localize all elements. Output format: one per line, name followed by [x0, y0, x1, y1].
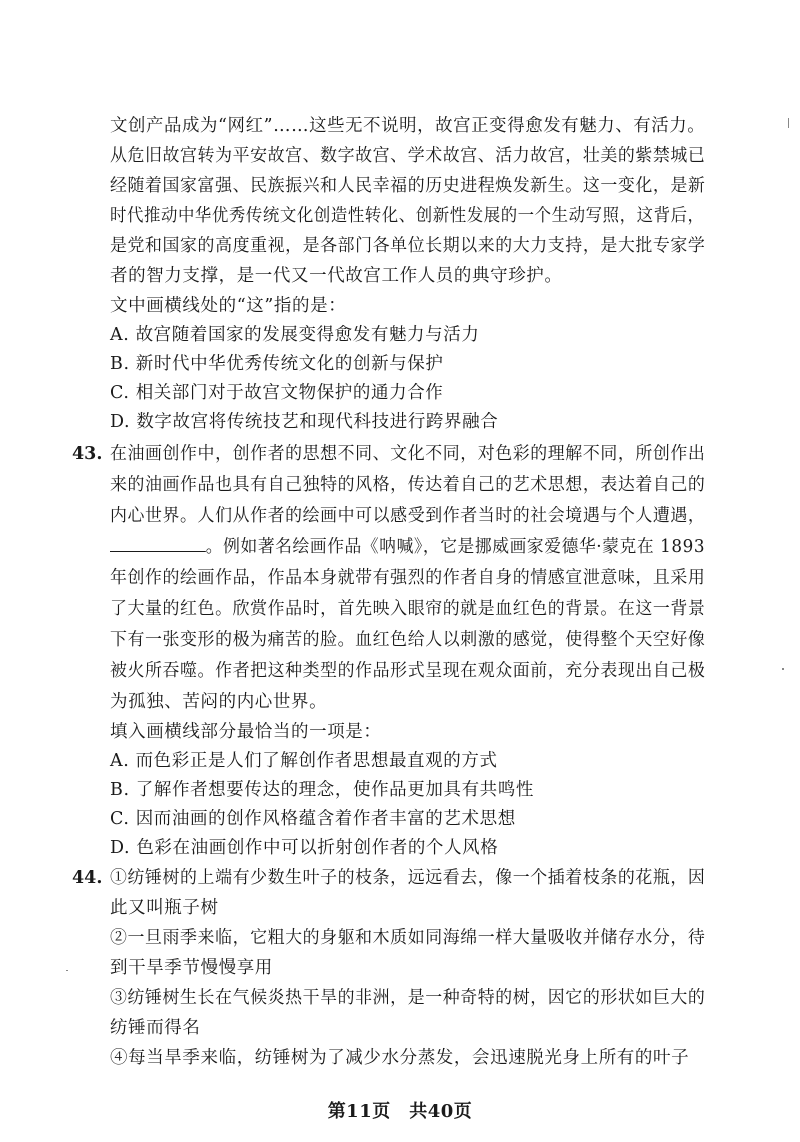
question44-line-1: ①纺锤树的上端有少数生叶子的枝条，远远看去，像一个插着枝条的花瓶，因 — [110, 868, 706, 888]
question43-blank-line — [110, 535, 705, 559]
scan-speck — [66, 970, 68, 971]
question43-option-c: C. 因而油画的创作风格蕴含着作者丰富的艺术思想 — [110, 809, 516, 829]
question43-after-blank: 。例如著名绘画作品《呐喊》，它是挪威画家爱德华·蒙克在 1893 — [205, 537, 706, 557]
passage42-line-6: 者的智力支撑，是一代又一代故宫工作人员的典守珍护。 — [110, 266, 563, 286]
question42-option-c: C. 相关部门对于故宫文物保护的通力合作 — [110, 383, 444, 403]
question42-option-b: B. 新时代中华优秀传统文化的创新与保护 — [110, 354, 444, 374]
question43-line-6: 了大量的红色。欣赏作品时，首先映入眼帘的就是血红色的背景。在这一背景 — [110, 599, 706, 619]
question43-option-b: B. 了解作者想要传达的理念，使作品更加具有共鸣性 — [110, 780, 534, 800]
question42-prompt: 文中画横线处的“这”指的是： — [110, 296, 347, 316]
question44-line-5: ③纺锤树生长在气候炎热干旱的非洲，是一种奇特的树，因它的形状如巨大的 — [110, 988, 706, 1008]
question43-line-1: 在油画创作中，创作者的思想不同、文化不同，对色彩的理解不同，所创作出 — [110, 444, 706, 464]
question43-option-d: D. 色彩在油画创作中可以折射创作者的个人风格 — [110, 838, 499, 858]
passage42-line-4: 时代推动中华优秀传统文化创造性转化、创新性发展的一个生动写照，这背后， — [110, 206, 705, 226]
passage42-line-3: 经随着国家富强、民族振兴和人民幸福的历史进程焕发新生。这一变化，是新 — [110, 176, 706, 196]
question44-line-3: ②一旦雨季来临，它粗大的身躯和木质如同海绵一样大量吸收并储存水分，待 — [110, 928, 706, 948]
passage42-line-2: 从危旧故宫转为平安故宫、数字故宫、学术故宫、活力故宫，壮美的紫禁城已 — [110, 146, 706, 166]
passage42-line-5: 是党和国家的高度重视，是各部门各单位长期以来的大力支持，是大批专家学 — [110, 236, 706, 256]
question43-prompt: 填入画横线部分最恰当的一项是： — [110, 722, 382, 742]
question43-line-7: 下有一张变形的极为痛苦的脸。血红色给人以刺激的感觉，使得整个天空好像 — [110, 630, 706, 650]
scan-speck — [788, 118, 789, 128]
passage42-line-1: 文创产品成为“网红”……这些无不说明，故宫正变得愈发有魅力、有活力。 — [110, 116, 706, 136]
question43-line-9: 为孤独、苦闷的内心世界。 — [110, 692, 328, 712]
question43-line-5: 年创作的绘画作品，作品本身就带有强烈的作者自身的情感宣泄意味，且采用 — [110, 568, 706, 588]
question42-option-d: D. 数字故宫将传统技艺和现代科技进行跨界融合 — [110, 412, 499, 432]
page-number: 第11页 共40页 — [327, 1101, 473, 1122]
question44-line-2: 此又叫瓶子树 — [110, 898, 219, 918]
question44-line-7: ④每当旱季来临，纺锤树为了减少水分蒸发，会迅速脱光身上所有的叶子 — [110, 1048, 690, 1068]
question42-option-a: A. 故宫随着国家的发展变得愈发有魅力与活力 — [110, 325, 480, 345]
question43-option-a: A. 而色彩正是人们了解创作者思想最直观的方式 — [110, 751, 498, 771]
question44-line-6: 纺锤而得名 — [110, 1018, 201, 1038]
question44-line-4: 到干旱季节慢慢享用 — [110, 958, 273, 978]
question43-line-3: 内心世界。人们从作者的绘画中可以感受到作者当时的社会境遇与个人遭遇， — [110, 506, 706, 526]
question43-line-8: 被火所吞噬。作者把这种类型的作品形式呈现在观众面前，充分表现出自己极 — [110, 661, 706, 681]
question43-line-2: 来的油画作品也具有自己独特的风格，传达着自己的艺术思想，表达着自己的 — [110, 475, 706, 495]
question44-number: 44. — [72, 868, 103, 888]
scan-speck — [782, 668, 784, 670]
question43-number: 43. — [72, 444, 103, 464]
answer-blank — [110, 537, 206, 552]
